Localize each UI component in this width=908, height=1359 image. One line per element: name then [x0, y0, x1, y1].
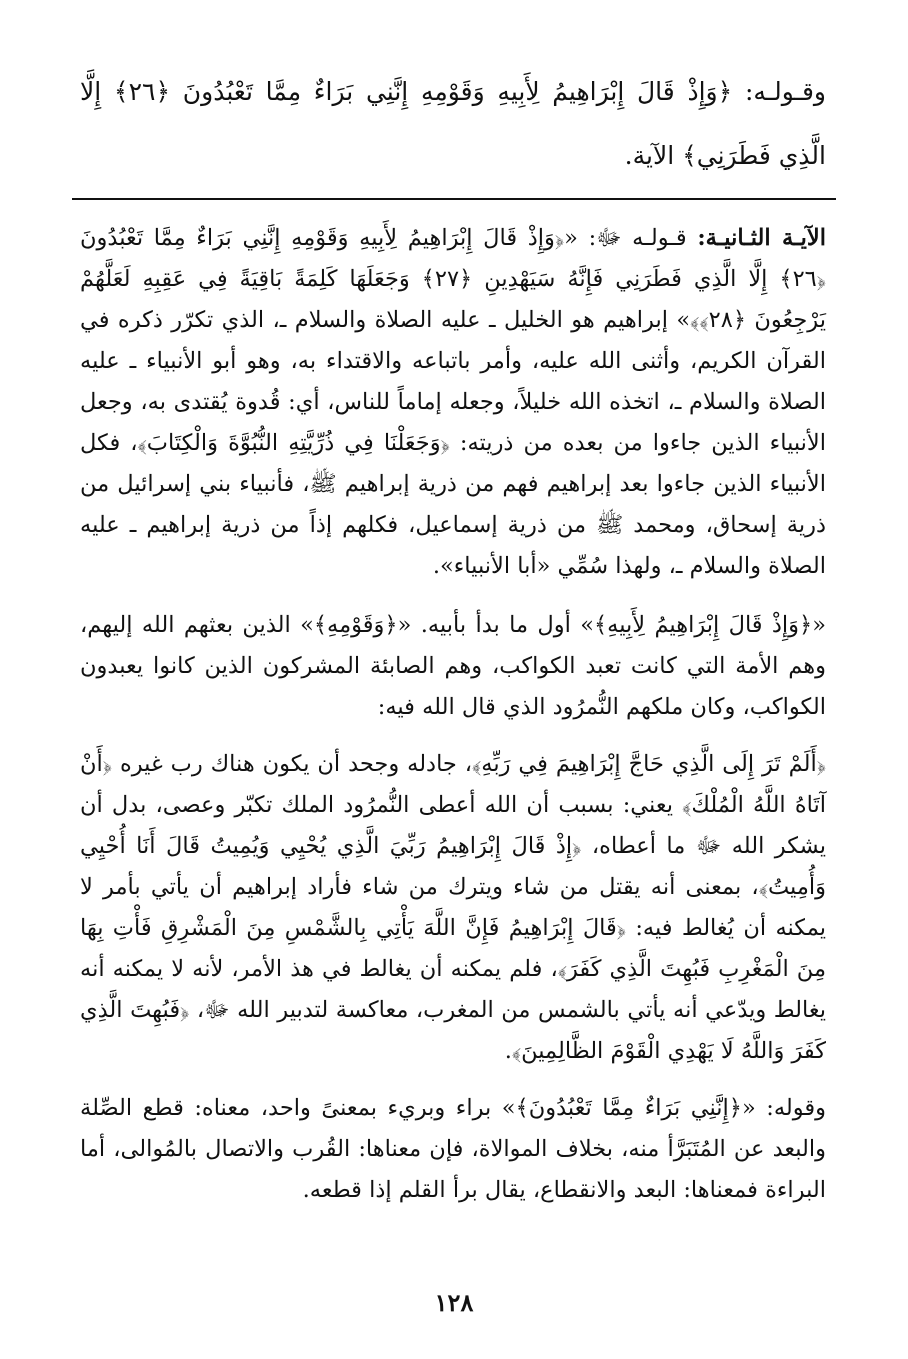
paragraph-baraa: وقوله: «﴿إِنَّنِي بَرَاءٌ مِمَّا تَعْبُدُونَ﴾» براء وبريء بمعنىً واحد، معناه: قطع الصِّلة والبعد عن المُتَبَرَّأ منه، بخلاف الموالاة، فإن معناها: القُرب والاتصال بالمُوالى، أما البراءة فمعناها: البعد والانقطاع، يقال برأ القلم إذا قطعه. [80, 1095, 827, 1203]
paragraph-nimrod: ﴿أَلَمْ تَرَ إِلَى الَّذِي حَاجَّ إِبْرَاهِيمَ فِي رَبِّهِ﴾، جادله وجحد أن يكون هناك رب غيره ﴿أَنْ آتَاهُ اللَّهُ الْمُلْكَ﴾ يعني: بسبب أن الله أعطى النُّمرُود الملك تكبّر وعصى، بدل أن يشكر الله ﷻ ما أعطاه، ﴿إِذْ قَالَ إِبْرَاهِيمُ رَبِّيَ الَّذِي يُحْيِي وَيُمِيتُ قَالَ أَنَا أُحْيِي وَأُمِيتُ﴾، بمعنى أنه يقتل من شاء ويترك من شاء فأراد إبراهيم أن يأتي بأمر لا يمكنه أن يُغالط فيه: ﴿قَالَ إِبْرَاهِيمُ فَإِنَّ اللَّهَ يَأْتِي بِالشَّمْسِ مِنَ الْمَشْرِقِ فَأْتِ بِهَا مِنَ الْمَغْرِبِ فَبُهِتَ الَّذِي كَفَرَ﴾، فلم يمكنه أن يغالط في هذ الأمر، لأنه لا يمكنه أنه يغالط ويدّعي أنه يأتي بالشمس من المغرب، معاكسة لتدبير الله ﷻ، ﴿فَبُهِتَ الَّذِي كَفَرَ وَاللَّهُ لَا يَهْدِي الْقَوْمَ الظَّالِمِينَ﴾. [80, 751, 826, 1064]
paragraph-second-verse-text: قـولـه ﷻ: «﴿وَإِذْ قَالَ إِبْرَاهِيمُ لِأَبِيهِ وَقَوْمِهِ إِنَّنِي بَرَاءٌ مِمَّا تَعْبُدُونَ ﴿٢٦﴾ إِلَّا الَّذِي فَطَرَنِي فَإِنَّهُ سَيَهْدِينِ ﴿٢٧﴾ وَجَعَلَهَا كَلِمَةً بَاقِيَةً فِي عَقِبِهِ لَعَلَّهُمْ يَرْجِعُونَ ﴿٢٨﴾﴾» إبراهيم هو الخليل ـ عليه الصلاة والسلام ـ، الذي تكرّر ذكره في القرآن الكريم، وأثنى الله عليه، وأمر باتباعه والاقتداء به، وهو أبو الأنبياء ـ عليه الصلاة والسلام ـ، اتخذه الله خليلاً، وجعله إماماً للناس، أي: قُدوة يُقتدى به، وجعل الأنبياء الذين جاءوا من بعده من ذريته: ﴿وَجَعَلْنَا فِي ذُرِّيَّتِهِ النُّبُوَّةَ وَالْكِتَابَ﴾، فكل الأنبياء الذين جاءوا بعد إبراهيم فهم من ذرية إبراهيم ﷺ، فأنبياء بني إسرائيل من ذرية إسحاق، ومحمد ﷺ من ذرية إسماعيل، فكلهم إذاً من ذرية إبراهيم ـ عليه الصلاة والسلام ـ، ولهذا سُمِّي «أبا الأنبياء». [80, 225, 827, 579]
page-number: ١٢٨ [434, 1288, 474, 1317]
paragraph-second-verse [80, 218, 826, 587]
section-label: الآيـة الثـانيـة: [697, 225, 826, 251]
header-verse: وقـولـه: ﴿وَإِذْ قَالَ إِبْرَاهِيمُ لِأَبِيهِ وَقَوْمِهِ إِنَّنِي بَرَاءٌ مِمَّا تَعْبُدُونَ ﴿٢٦﴾ إِلَّا الَّذِي فَطَرَنِي﴾ الآية. [80, 77, 826, 170]
paragraph-father-people: «﴿وَإِذْ قَالَ إِبْرَاهِيمُ لِأَبِيهِ﴾» أول ما بدأ بأبيه. «﴿وَقَوْمِهِ﴾» الذين بعثهم الله إليهم، وهم الأمة التي كانت تعبد الكواكب، وهم الصابئة المشركون الذين كانوا يعبدون الكواكب، وكان ملكهم النُّمرُود الذي قال الله فيه: [80, 612, 826, 720]
divider-line [72, 198, 836, 200]
